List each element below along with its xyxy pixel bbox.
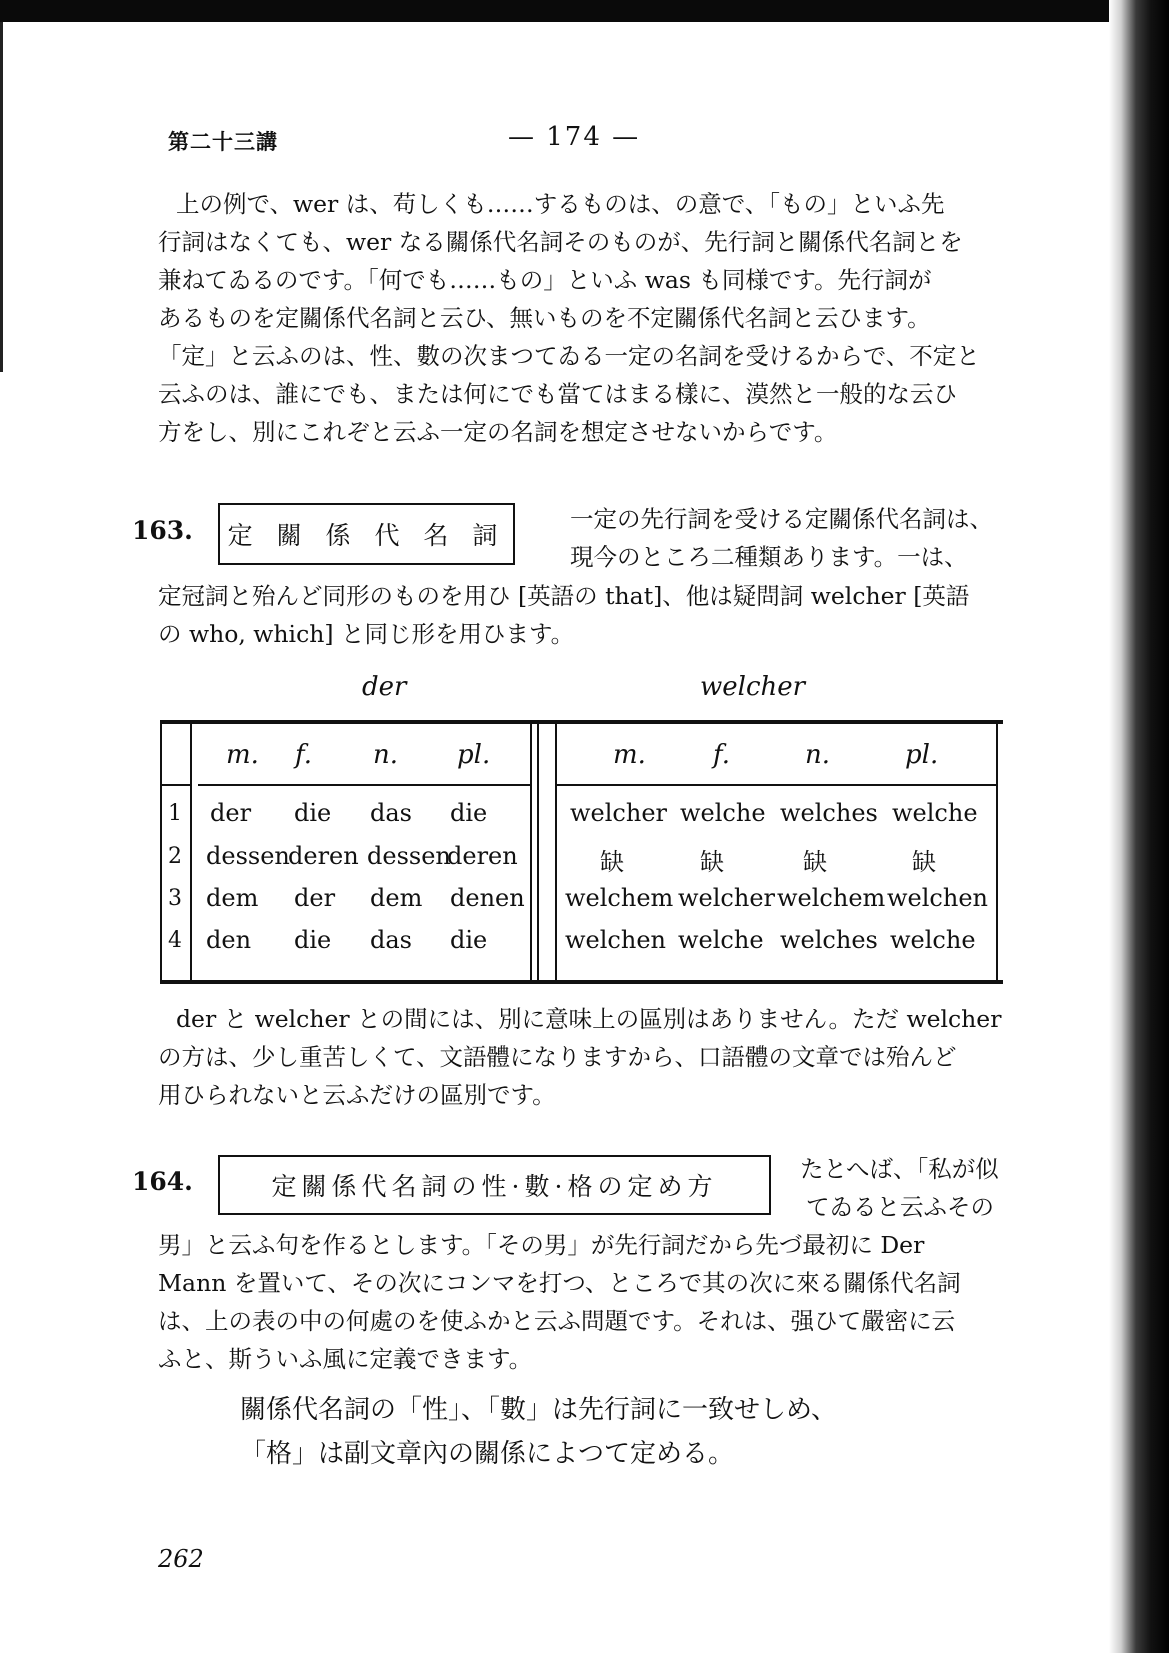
section-164-title-box bbox=[218, 1155, 771, 1215]
scan-left-edge bbox=[0, 22, 3, 372]
section-163-title-box bbox=[218, 503, 515, 565]
welcher-cell: welches bbox=[780, 926, 878, 954]
welcher-cell: welchem bbox=[565, 884, 674, 912]
der-cell: die bbox=[294, 799, 332, 827]
section-164-title: 定關係代名詞の性·數·格の定め方 bbox=[271, 1172, 718, 1201]
der-cell: denen bbox=[450, 884, 525, 912]
welcher-cell: 缺 bbox=[803, 848, 827, 876]
inner-page-number: — 174 — bbox=[508, 122, 641, 152]
after-table-line: der と welcher との間には、別に意味上の區別はありません。ただ welcher bbox=[176, 1005, 1002, 1033]
welcher-cell: welche bbox=[680, 799, 766, 827]
rule-statement-line: 關係代名詞の「性」、「數」は先行詞に一致せしめ、 bbox=[240, 1395, 837, 1425]
der-header-pl: pl. bbox=[457, 740, 491, 770]
footer-page-number: 262 bbox=[158, 1545, 204, 1573]
der-cell: dem bbox=[206, 884, 259, 912]
table-rownum-divider bbox=[190, 724, 192, 980]
after-table-line: の方は、少し重苦しくて、文語體になりますから、口語體の文章では殆んど bbox=[158, 1043, 957, 1071]
der-header-m: m. bbox=[226, 740, 259, 770]
welcher-cell: welchen bbox=[887, 884, 988, 912]
intro-line: あるものを定關係代名詞と云ひ、無いものを不定關係代名詞と云ひます。 bbox=[158, 304, 931, 332]
page-header bbox=[168, 122, 1008, 158]
after-table-line: 用ひられないと云ふだけの區別です。 bbox=[158, 1081, 556, 1109]
der-header-n: n. bbox=[373, 740, 399, 770]
table-middle-divider bbox=[530, 724, 532, 980]
section-164-body-line: は、上の表の中の何處のを使ふかと云ふ問題です。それは、强ひて嚴密に云 bbox=[158, 1307, 956, 1335]
intro-line: 「定」と云ふのは、性、數の次まつてゐる一定の名詞を受けるからで、不定と bbox=[158, 342, 980, 370]
welcher-cell: welcher bbox=[678, 884, 775, 912]
section-164-side-line: たとへば、「私が似 bbox=[800, 1155, 999, 1183]
der-cell: dessen bbox=[206, 842, 290, 870]
welcher-cell: welchem bbox=[777, 884, 886, 912]
der-cell: das bbox=[370, 926, 412, 954]
table-border-right bbox=[996, 724, 998, 980]
der-cell: die bbox=[294, 926, 332, 954]
der-cell: dessen bbox=[367, 842, 451, 870]
table-title-welcher: welcher bbox=[700, 672, 806, 702]
der-header-f: f. bbox=[295, 740, 312, 770]
welcher-cell: 缺 bbox=[700, 848, 724, 876]
welcher-header-m: m. bbox=[613, 740, 646, 770]
welcher-header-n: n. bbox=[805, 740, 831, 770]
section-164-number: 164. bbox=[132, 1167, 193, 1196]
der-cell: der bbox=[210, 799, 252, 827]
welcher-cell: welche bbox=[890, 926, 976, 954]
der-cell: der bbox=[294, 884, 336, 912]
der-cell: deren bbox=[447, 842, 518, 870]
table-header-rule bbox=[160, 784, 190, 786]
intro-line: 兼ねてゐるのです。「何でも……もの」といふ was も同様です。先行詞が bbox=[158, 266, 932, 294]
section-163-title: 定 關 係 代 名 詞 bbox=[227, 521, 506, 550]
table-header-rule bbox=[198, 784, 530, 786]
der-cell: deren bbox=[288, 842, 359, 870]
welcher-cell: 缺 bbox=[600, 848, 624, 876]
table-header-rule bbox=[555, 784, 996, 786]
intro-line: 云ふのは、誰にでも、または何にでも當てはまる樣に、漠然と一般的な云ひ bbox=[158, 380, 957, 408]
welcher-cell: welcher bbox=[570, 799, 667, 827]
welcher-header-pl: pl. bbox=[905, 740, 939, 770]
table-row-number: 4 bbox=[168, 928, 182, 953]
welcher-cell: welchen bbox=[565, 926, 666, 954]
table-row-number: 1 bbox=[168, 801, 182, 826]
intro-line: 方をし、別にこれぞと云ふ一定の名詞を想定させないからです。 bbox=[158, 418, 838, 446]
table-border-left bbox=[160, 724, 162, 980]
der-cell: die bbox=[450, 926, 488, 954]
declension-table bbox=[160, 720, 1003, 984]
welcher-cell: welches bbox=[780, 799, 878, 827]
table-row-number: 3 bbox=[168, 886, 182, 911]
welcher-header-f: f. bbox=[713, 740, 730, 770]
table-middle-divider bbox=[537, 724, 539, 980]
intro-line: 行詞はなくても、wer なる關係代名詞そのものが、先行詞と關係代名詞とを bbox=[158, 228, 963, 256]
section-164-body-line: ふと、斯ういふ風に定義できます。 bbox=[158, 1345, 533, 1373]
welcher-cell: welche bbox=[892, 799, 978, 827]
section-163-side-line: 一定の先行詞を受ける定關係代名詞は、 bbox=[570, 505, 993, 533]
section-163-body-line: の who, which] と同じ形を用ひます。 bbox=[158, 620, 575, 648]
table-row-number: 2 bbox=[168, 844, 182, 869]
intro-line: 上の例で、wer は、苟しくも……するものは、の意で、「もの」といふ先 bbox=[176, 190, 945, 218]
section-164-side-line: てゐると云ふその bbox=[806, 1193, 994, 1221]
der-cell: den bbox=[206, 926, 252, 954]
welcher-cell: 缺 bbox=[912, 848, 936, 876]
der-cell: die bbox=[450, 799, 488, 827]
section-163-body-line: 定冠詞と殆んど同形のものを用ひ [英語の that]、他は疑問詞 welcher [英語 bbox=[158, 582, 970, 610]
der-cell: dem bbox=[370, 884, 423, 912]
section-164-body-line: 男」と云ふ句を作るとします。「その男」が先行詞だから先づ最初に Der bbox=[158, 1231, 925, 1259]
der-cell: das bbox=[370, 799, 412, 827]
chapter-label: 第二十三講 bbox=[168, 129, 278, 154]
rule-statement-line: 「格」は副文章內の關係によつて定める。 bbox=[240, 1439, 735, 1469]
welcher-cell: welche bbox=[678, 926, 764, 954]
section-163-side-line: 現今のところ二種類あります。一は、 bbox=[570, 543, 968, 571]
scan-right-binding-edge bbox=[1109, 0, 1169, 1653]
section-163-number: 163. bbox=[132, 516, 193, 545]
scan-top-border bbox=[0, 0, 1169, 22]
section-164-body-line: Mann を置いて、その次にコンマを打つ、ところで其の次に來る關係代名詞 bbox=[158, 1269, 961, 1297]
table-middle-divider bbox=[555, 724, 557, 980]
table-title-der: der bbox=[362, 672, 407, 702]
